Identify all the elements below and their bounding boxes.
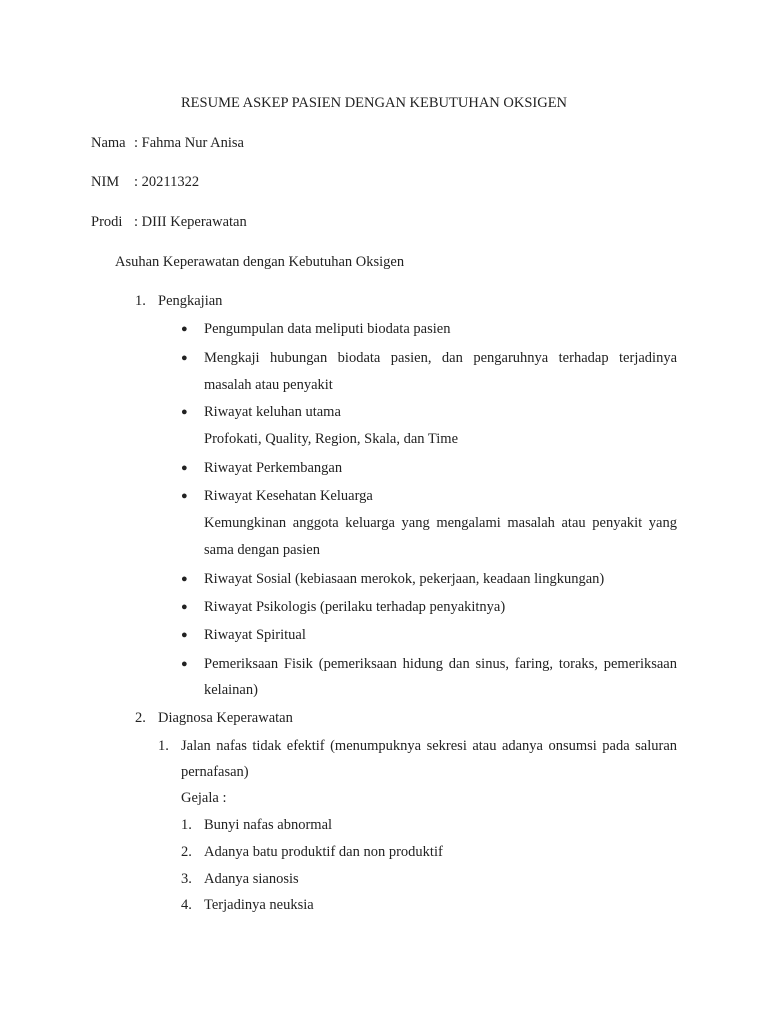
- pengkajian-item-2-line-1: Mengkaji hubungan biodata pasien, dan pengaruhnya terhadap terjadinya: [204, 350, 677, 366]
- pengkajian-item-5-line-1: Riwayat Kesehatan Keluarga: [204, 488, 373, 504]
- symptom-text: Bunyi nafas abnormal: [204, 817, 333, 833]
- symptom-text: Adanya batu produktif dan non produktif: [204, 844, 443, 860]
- bullet-icon: ●: [181, 323, 188, 335]
- bullet-icon: ●: [181, 490, 188, 502]
- bullet-icon: ●: [181, 352, 188, 364]
- identity-label-nama: Nama: [91, 135, 126, 151]
- diagnosis-line-1: Jalan nafas tidak efektif (menumpuknya sekresi atau adanya onsumsi pada saluran: [181, 738, 677, 754]
- bullet-icon: ●: [181, 601, 188, 613]
- identity-value-prodi: : DIII Keperawatan: [134, 214, 247, 230]
- section1-title: Pengkajian: [158, 293, 223, 309]
- diagnosis-line-2: pernafasan): [181, 764, 249, 780]
- section-heading: Asuhan Keperawatan dengan Kebutuhan Oksigen: [115, 254, 405, 270]
- pengkajian-item-8: Riwayat Spiritual: [204, 627, 306, 643]
- identity-label-nim: NIM: [91, 174, 120, 190]
- diagnosis-number: 1.: [158, 738, 169, 754]
- pengkajian-item-5-line-2: Kemungkinan anggota keluarga yang mengalami masalah atau penyakit yang: [204, 515, 677, 531]
- bullet-icon: ●: [181, 406, 188, 418]
- document-title: RESUME ASKEP PASIEN DENGAN KEBUTUHAN OKSIGEN: [181, 95, 568, 111]
- bullet-icon: ●: [181, 573, 188, 585]
- symptom-number: 4.: [181, 897, 192, 913]
- identity-value-nim: : 20211322: [134, 174, 200, 190]
- symptom-number: 3.: [181, 871, 192, 887]
- bullet-icon: ●: [181, 629, 188, 641]
- symptom-number: 1.: [181, 817, 192, 833]
- symptom-text: Adanya sianosis: [204, 871, 299, 887]
- pengkajian-item-3-line-2: Profokati, Quality, Region, Skala, dan Time: [204, 431, 459, 447]
- section1-number: 1.: [135, 293, 146, 309]
- pengkajian-item-2-line-2: masalah atau penyakit: [204, 377, 333, 393]
- pengkajian-item-4: Riwayat Perkembangan: [204, 460, 343, 476]
- symptom-text: Terjadinya neuksia: [204, 897, 314, 913]
- pengkajian-item-7: Riwayat Psikologis (perilaku terhadap penyakitnya): [204, 599, 506, 615]
- pengkajian-item-3-line-1: Riwayat keluhan utama: [204, 404, 341, 420]
- pengkajian-item-9-line-1: Pemeriksaan Fisik (pemeriksaan hidung dan sinus, faring, toraks, pemeriksaan: [204, 656, 677, 672]
- symptom-number: 2.: [181, 844, 192, 860]
- pengkajian-item-1: Pengumpulan data meliputi biodata pasien: [204, 321, 451, 337]
- identity-label-prodi: Prodi: [91, 214, 123, 230]
- bullet-icon: ●: [181, 462, 188, 474]
- pengkajian-item-9-line-2: kelainan): [204, 682, 258, 698]
- section2-number: 2.: [135, 710, 146, 726]
- pengkajian-item-6: Riwayat Sosial (kebiasaan merokok, pekerjaan, keadaan lingkungan): [204, 571, 605, 587]
- symptoms-label: Gejala :: [181, 790, 227, 806]
- identity-value-nama: : Fahma Nur Anisa: [134, 135, 244, 151]
- bullet-icon: ●: [181, 658, 188, 670]
- pengkajian-item-5-line-3: sama dengan pasien: [204, 542, 320, 558]
- section2-title: Diagnosa Keperawatan: [158, 710, 293, 726]
